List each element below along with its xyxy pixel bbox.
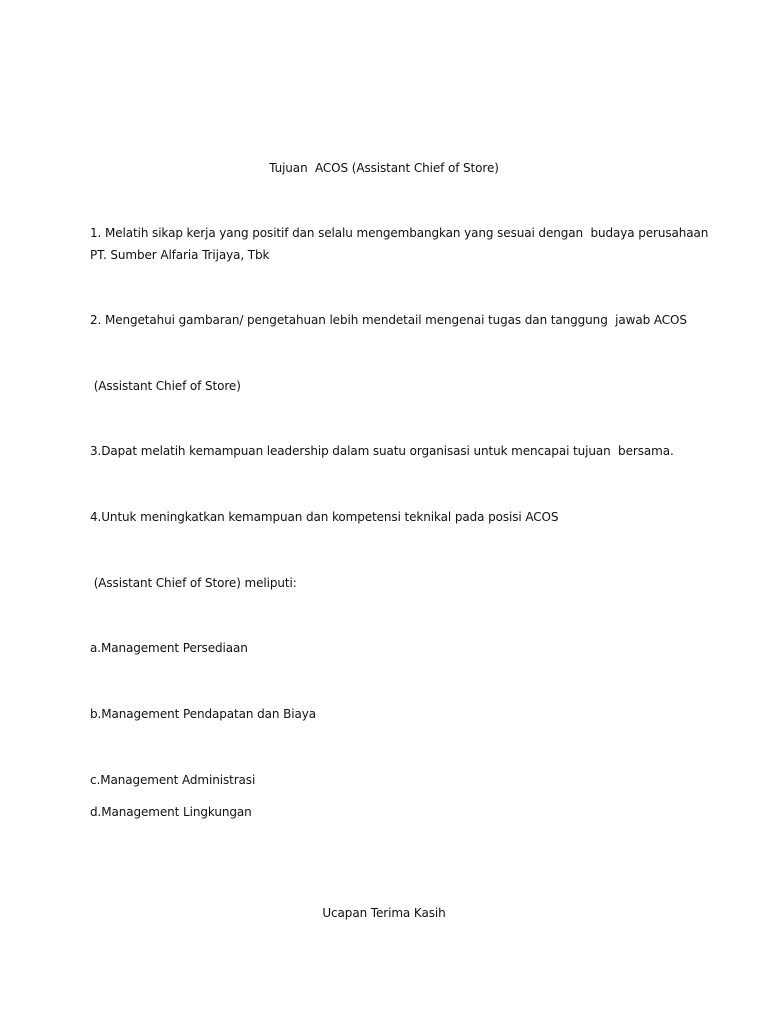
item-4-line-1: 4.Untuk meningkatkan kemampuan dan kompetensi teknikal pada posisi ACOS bbox=[90, 510, 559, 524]
item-1-line-1: 1. Melatih sikap kerja yang positif dan selalu mengembangkan yang sesuai dengan budaya perusahaan bbox=[90, 226, 709, 240]
document-title: Tujuan ACOS (Assistant Chief of Store) bbox=[269, 161, 499, 175]
item-4-line-2: (Assistant Chief of Store) meliputi: bbox=[90, 576, 297, 590]
sub-item-b: b.Management Pendapatan dan Biaya bbox=[90, 707, 316, 721]
item-3: 3.Dapat melatih kemampuan leadership dalam suatu organisasi untuk mencapai tujuan bersama. bbox=[90, 444, 674, 458]
item-2-line-2: (Assistant Chief of Store) bbox=[90, 379, 241, 393]
sub-item-a: a.Management Persediaan bbox=[90, 641, 248, 655]
sub-item-d: d.Management Lingkungan bbox=[90, 805, 252, 819]
sub-item-c: c.Management Administrasi bbox=[90, 773, 256, 787]
item-1-line-2: PT. Sumber Alfaria Trijaya, Tbk bbox=[90, 248, 270, 262]
closing-heading: Ucapan Terima Kasih bbox=[322, 906, 446, 920]
item-2-line-1: 2. Mengetahui gambaran/ pengetahuan lebih mendetail mengenai tugas dan tanggung jawab ACOS bbox=[90, 313, 687, 327]
